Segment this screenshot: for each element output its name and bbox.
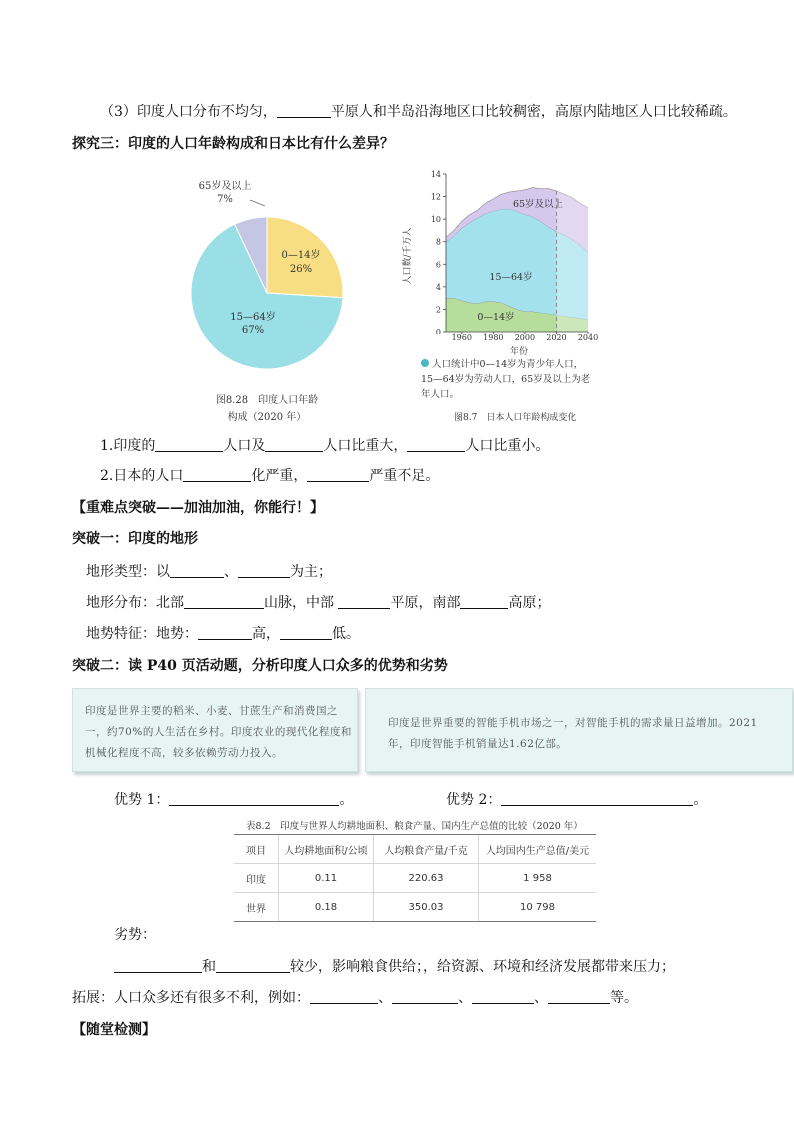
advantage-1-line: 优势 1： 。 [114,792,354,808]
info-icon [421,359,429,367]
fill-blank[interactable] [407,437,465,452]
heading-quiz: 【随堂检测】 [72,1022,156,1038]
table-header-cell: 人均国内生产总值/美元 [479,835,597,864]
table-cell: 印度 [234,864,279,893]
advantage-2-line: 优势 2： 。 [446,792,708,808]
fill-blank[interactable] [265,437,323,452]
projection-overlay [556,174,588,332]
table-title: 表8.2 印度与世界人均耕地面积、粮食产量、国内生产总值的比较（2020 年） [246,821,583,832]
fill-blank[interactable] [155,437,223,452]
table-cell: 10 798 [479,893,597,922]
x-tick-label: 1960 [451,333,472,342]
india-age-pie-figure [180,172,380,428]
break1-title: 突破一：印度的地形 [72,531,198,547]
y-tick-label: 12 [430,192,441,202]
series-label-0-14: 0—14岁 [477,312,515,323]
fill-blank[interactable] [460,594,508,609]
pie-label-15-64: 15—64岁 [230,312,276,323]
x-tick-label: 1980 [483,333,504,342]
x-tick-label: 2000 [514,333,536,342]
fill-line-1: 1.印度的 人口及 人口比重大， 人口比重小。 [100,438,550,454]
q3-line: （3）印度人口分布不均匀， 平原人和半岛沿海地区口比较稠密，高原内陆地区人口比较稀疏。 [100,104,737,120]
fill-blank[interactable] [114,958,202,973]
pie-caption-line1: 图8.28 印度人口年龄 [215,395,319,406]
fill-blank[interactable] [216,958,290,973]
x-axis-label-text: 年份 [510,347,529,357]
disadvantage-label: 劣势： [114,927,156,943]
pie-label-65: 65岁及以上 [198,181,252,192]
fill-blank[interactable] [472,989,534,1004]
fill-line-2: 2.日本的人口 化严重， 严重不足。 [100,468,440,484]
info-box-agriculture: 印度是世界主要的稻米、小麦、甘蔗生产和消费国之一，约70%的人生活在乡村。印度农业的现代化程度和机械化程度不高，较多依赖劳动力投入。 [72,688,358,772]
table-header-cell: 人均耕地面积/公顷 [279,835,374,864]
table-cell: 0.18 [279,893,374,922]
extend-line: 拓展：人口众多还有很多不利，例如： 、 、 、 等。 [72,990,638,1006]
x-tick-label: 2040 [577,333,599,342]
break2-title: 突破二：读 P40 页活动题，分析印度人口众多的优势和劣势 [72,658,448,674]
table-cell: 0.11 [279,864,374,893]
y-tick-label: 8 [435,237,441,247]
fill-blank[interactable] [184,594,264,609]
pie-slices [191,217,343,369]
explore3-title: 探究三：印度的人口年龄构成和日本比有什么差异？ [72,136,394,152]
table-header-cell: 人均粮食产量/千克 [374,835,479,864]
fill-blank[interactable] [392,989,458,1004]
fill-blank[interactable] [183,467,251,482]
chart-note: 人口统计中0—14岁为青少年人口，15—64岁为劳动人口，65岁及以上为老年人口。 [421,359,591,400]
terrain-type-line: 地形类型：以 、 为主； [86,564,332,580]
y-tick-label: 10 [430,215,441,225]
japan-age-area-chart [396,166,606,334]
fill-blank[interactable] [277,103,331,118]
pie-pct-65: 7% [217,194,233,205]
disadvantage-line: 和 较少，影响粮食供给；，给资源、环境和经济发展都带来压力； [114,957,675,977]
table-cell: 1 958 [479,864,597,893]
pie-label-0-14: 0—14岁 [281,250,321,261]
table-cell: 世界 [234,893,279,922]
series-label-15-64: 15—64岁 [489,272,533,283]
y-tick-label: 6 [435,260,441,270]
info-box-smartphone: 印度是世界重要的智能手机市场之一，对智能手机的需求量日益增加。2021年，印度智能手机销量达1.62亿部。 [365,688,793,772]
fill-blank[interactable] [548,989,610,1004]
series-label-65: 65岁及以上 [512,199,564,210]
terrain-distribution-line: 地形分布：北部 山脉，中部 平原，南部 高原； [86,595,551,611]
table-header-row [234,835,596,864]
y-tick-label: 14 [430,170,441,179]
chart-caption: 图8.7 日本人口年龄构成变化 [454,413,577,423]
fill-blank[interactable] [501,791,693,806]
table-cell: 350.03 [374,893,479,922]
table-cell: 220.63 [374,864,479,893]
fill-blank[interactable] [307,467,369,482]
pie-caption-line2: 构成（2020 年） [227,412,307,423]
pie-pct-0-14: 26% [289,264,313,275]
fill-blank[interactable] [338,594,390,609]
pie-leader-line [250,200,265,206]
pie-pct-15-64: 67% [241,325,265,336]
fill-blank[interactable] [170,563,224,578]
area-layers [446,174,588,332]
heading-key-points: 【重难点突破——加油加油，你能行！】 [72,500,324,516]
y-tick-label: 2 [435,305,441,315]
x-tick-label: 2020 [546,333,567,342]
comparison-table [234,834,596,922]
table-row [234,864,596,893]
table-row [234,893,596,922]
fill-blank[interactable] [238,563,290,578]
y-axis-label: 人口数/千万人 [403,227,413,285]
y-tick-label: 4 [435,282,441,292]
fill-blank[interactable] [280,625,332,640]
table-header-cell: 项目 [234,835,279,864]
fill-blank[interactable] [198,625,252,640]
fill-blank[interactable] [169,791,339,806]
fill-blank[interactable] [310,989,378,1004]
terrain-feature-line: 地势特征：地势： 高， 低。 [86,626,360,642]
y-tick-label: 0 [435,328,441,334]
